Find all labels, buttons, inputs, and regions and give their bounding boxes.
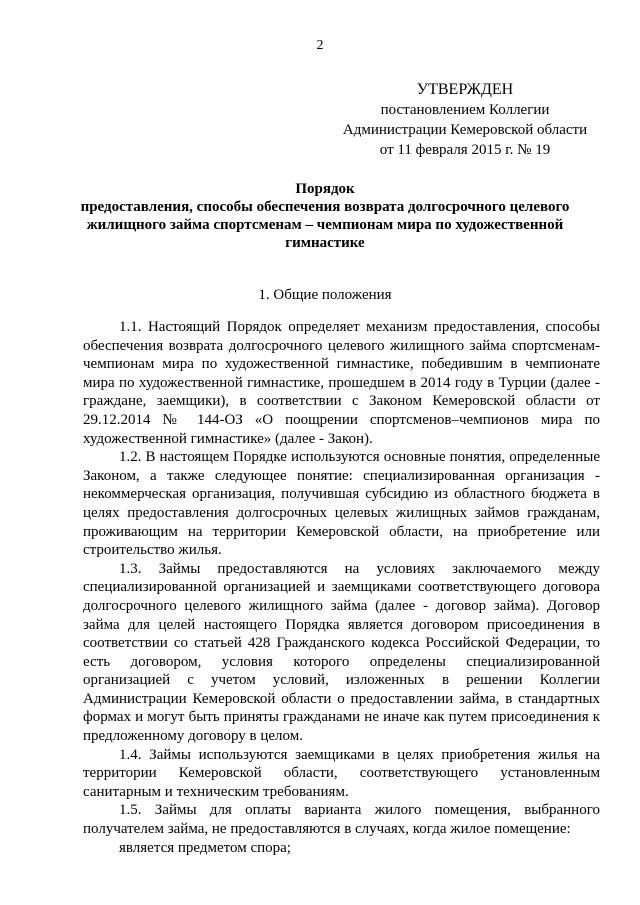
paragraph-1-1: 1.1. Настоящий Порядок определяет механизм предоставления, способы обеспечения возврата долгосрочного целевого жилищного займа спортсменам-чемпионам мира по художественной гимнастике, победившим в чемпионате мира по художественной гимнастике, прошедшем в 2014 году в Турции (далее - граждане, заемщики), в соответствии с Законом Кемеровской области от 29.12.2014 № 144-ОЗ «О поощрении спортсменов–чемпионов мира по художественной гимнастике» (далее - Закон).: [83, 319, 600, 447]
approval-title: УТВЕРЖДЕН: [416, 81, 514, 98]
paragraph-1-3: 1.3. Займы предоставляются на условиях заключаемого между специализированной организацией и заемщиками соответствующего договора долгосрочного целевого жилищного займа (далее - договор займа). Договор займа для целей настоящего Порядка является договором присоединения в соответствии со статьей 428 Гражданского кодекса Российской Федерации, то есть договором, условия которого определены специализированной организацией с учетом условий, изложенных в решении Коллегии Администрации Кемеровской области о предоставлении займа, в стандартных формах и могут быть приняты гражданами не иначе как путем присоединения к предложенному договору в целом.: [83, 560, 600, 745]
approval-line-1: постановлением Коллегии: [380, 102, 550, 118]
document-title-line-1: Порядок: [295, 181, 355, 197]
section-heading: 1. Общие положения: [258, 287, 392, 303]
approval-line-3: от 11 февраля 2015 г. № 19: [379, 142, 551, 158]
paragraph-1-5-item: является предметом спора;: [119, 839, 291, 856]
approval-line-2: Администрации Кемеровской области: [342, 122, 588, 138]
page-number: 2: [316, 38, 324, 53]
approval-stamp-block: [330, 80, 600, 160]
paragraph-1-5: 1.5. Займы для оплаты варианта жилого помещения, выбранного получателем займа, не предоставляются в случаях, когда жилое помещение:: [83, 802, 600, 838]
paragraph-1-4: 1.4. Займы используются заемщиками в целях приобретения жилья на территории Кемеровской области, соответствующего установленным санитарным и техническим требованиям.: [83, 746, 600, 800]
document-title: [80, 180, 570, 252]
paragraph-1-2: 1.2. В настоящем Порядке используются основные понятия, определенные Законом, а также следующее понятие: специализированная организация - некоммерческая организация, получившая субсидию из областного бюджета в целях предоставления долгосрочных целевых жилищных займов гражданам, проживающим на территории Кемеровской области, на приобретение или строительство жилья.: [83, 449, 600, 559]
document-title-line-2: предоставления, способы обеспечения возврата долгосрочного целевого жилищного займа спортсменам – чемпионам мира по художественной гимнастике: [80, 199, 570, 251]
document-body: [83, 318, 600, 857]
